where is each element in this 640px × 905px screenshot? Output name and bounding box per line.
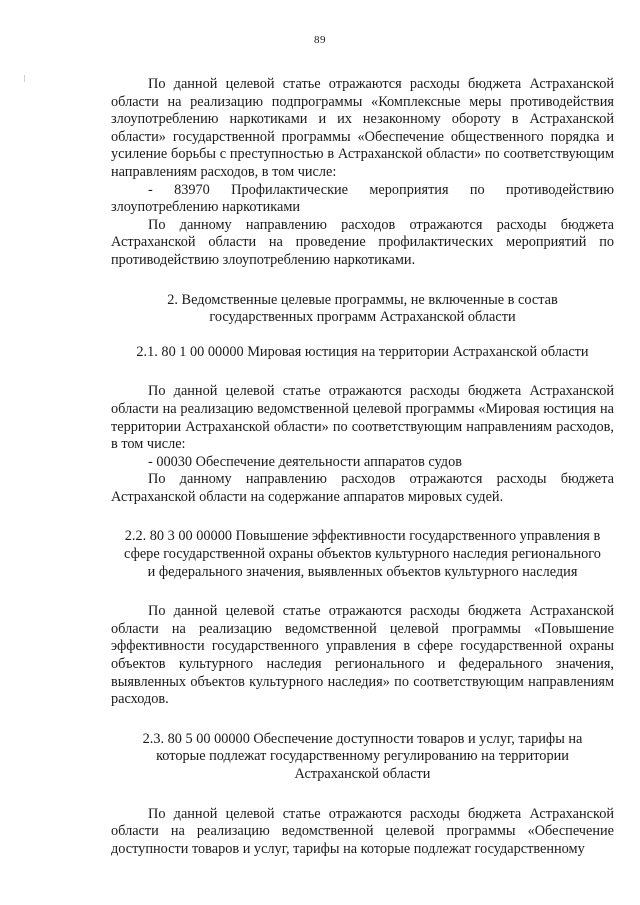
scan-margin-mark <box>24 75 25 82</box>
section-heading-2-2: 2.2. 80 3 00 00000 Повышение эффективности государственного управления в сфере государственной охраны объектов культурного наследия регионального и федерального значения, выявленных объектов культурного наследия <box>124 528 601 580</box>
paragraph-83970-description: По данному направлению расходов отражаются расходы бюджета Астраханской области на проведение профилактических мероприятий по противодействию злоупотреблению наркотиками. <box>111 216 614 268</box>
paragraph-2-1: По данной целевой статье отражаются расходы бюджета Астраханской области на реализацию ведомственной целевой программы «Мировая юстиция на территории Астраханской области» по соответствующим направлениям расходов, в том числе: <box>111 383 614 453</box>
document-body <box>111 76 614 858</box>
section-heading-2-1: 2.1. 80 1 00 00000 Мировая юстиция на территории Астраханской области <box>136 343 589 360</box>
paragraph-2-2: По данной целевой статье отражаются расходы бюджета Астраханской области на реализацию ведомственной целевой программы «Повышение эффективности государственного управления в сфере государственной охраны объектов культурного наследия регионального и федерального значения, выявленных объектов культурного наследия» по соответствующим направлениям расходов. <box>111 603 614 708</box>
section-heading-2: 2. Ведомственные целевые программы, не включенные в состав государственных программ Астраханской области <box>167 291 558 326</box>
paragraph-00030-description: По данному направлению расходов отражаются расходы бюджета Астраханской области на содержание аппаратов мировых судей. <box>111 471 614 505</box>
section-heading-2-3: 2.3. 80 5 00 00000 Обеспечение доступности товаров и услуг, тарифы на которые подлежат государственному регулированию на территории Астраханской области <box>142 730 583 782</box>
page-number: 89 <box>314 34 326 46</box>
paragraph-subprogram-drugs: По данной целевой статье отражаются расходы бюджета Астраханской области на реализацию подпрограммы «Комплексные меры противодействия злоупотреблению наркотиками и их незаконному обороту в Астраханской области» государственной программы «Обеспечение общественного порядка и усиление борьбы с преступностью в Астраханской области» по соответствующим направлениям расходов, в том числе: <box>111 76 614 180</box>
list-item-83970: - 83970 Профилактические мероприятия по противодействию злоупотреблению наркотиками <box>111 181 614 216</box>
paragraph-2-3: По данной целевой статье отражаются расходы бюджета Астраханской области на реализацию ведомственной целевой программы «Обеспечение доступности товаров и услуг, тарифы на которые подлежат государственному <box>111 805 614 857</box>
list-item-00030: - 00030 Обеспечение деятельности аппаратов судов <box>148 453 462 470</box>
